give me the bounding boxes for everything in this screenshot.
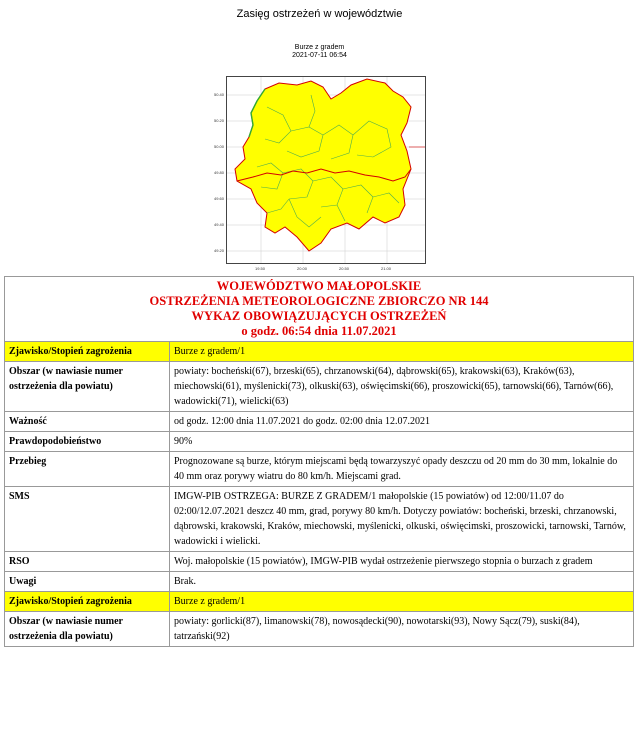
row-label: Zjawisko/Stopień zagrożenia	[5, 342, 170, 362]
table-row	[5, 572, 634, 592]
map-title: Burze z gradem	[294, 44, 345, 51]
y-tick-label: 49.40	[214, 222, 225, 227]
header-bulletin: OSTRZEŻENIA METEOROLOGICZNE ZBIORCZO NR 144	[149, 294, 489, 308]
row-value: 90%	[170, 432, 634, 452]
header-list-title: WYKAZ OBOWIĄZUJĄCYCH OSTRZEŻEŃ	[191, 309, 447, 323]
row-label: SMS	[5, 487, 170, 552]
x-tick-label: 21.00	[381, 266, 392, 271]
table-row	[5, 362, 634, 412]
map-svg	[227, 77, 425, 263]
header-time: o godz. 06:54 dnia 11.07.2021	[241, 324, 397, 338]
header-region: WOJEWÓDZTWO MAŁOPOLSKIE	[216, 279, 422, 293]
x-tick-label: 19.50	[255, 266, 266, 271]
table-row	[5, 342, 634, 362]
page-title: Zasięg ostrzeżeń w województwie	[236, 8, 403, 20]
row-label: Prawdopodobieństwo	[5, 432, 170, 452]
row-value: Brak.	[170, 572, 634, 592]
row-label: Obszar (w nawiasie numer ostrzeżenia dla powiatu)	[5, 362, 170, 412]
row-label: Ważność	[5, 412, 170, 432]
row-label: Zjawisko/Stopień zagrożenia	[5, 592, 170, 612]
table-row	[5, 552, 634, 572]
x-tick-label: 20.00	[297, 266, 308, 271]
map-datetime: 2021-07-11 06:54	[292, 52, 347, 59]
table-row	[5, 452, 634, 487]
row-value: Woj. małopolskie (15 powiatów), IMGW-PIB wydał ostrzeżenie pierwszego stopnia o burzach z gradem	[170, 552, 634, 572]
y-tick-label: 50.20	[214, 118, 225, 123]
table-row	[5, 592, 634, 612]
y-tick-label: 49.60	[214, 196, 225, 201]
warning-map	[226, 76, 426, 264]
row-label: Obszar (w nawiasie numer ostrzeżenia dla powiatu)	[5, 612, 170, 647]
y-tick-label: 49.80	[214, 170, 225, 175]
x-tick-label: 20.50	[339, 266, 350, 271]
row-value: Burze z gradem/1	[170, 342, 634, 362]
row-value: od godz. 12:00 dnia 11.07.2021 do godz. 02:00 dnia 12.07.2021	[170, 412, 634, 432]
warnings-table	[4, 276, 634, 647]
row-value: powiaty: gorlicki(87), limanowski(78), nowosądecki(90), nowotarski(93), Nowy Sącz(79), suski(84), tatrzański(92)	[170, 612, 634, 647]
row-label: Przebieg	[5, 452, 170, 487]
table-row	[5, 487, 634, 552]
map-caption	[0, 44, 639, 60]
row-value: powiaty: bocheński(67), brzeski(65), chrzanowski(64), dąbrowski(65), krakowski(63), Kraków(63), miechowski(61), myślenicki(73), olkuski(63), oświęcimski(66), proszowicki(65), tarnowski(66), Tarnów(66), wadowicki(71), wielicki(63)	[170, 362, 634, 412]
row-value: IMGW-PIB OSTRZEGA: BURZE Z GRADEM/1 małopolskie (15 powiatów) od 12:00/11.07 do 02:00/12.07.2021 deszcz 40 mm, grad, porywy 80 km/h. Dotyczy powiatów: bocheński, brzeski, chrzanowski, dąbrowski, krakowski, Kraków, miechowski, myślenicki, olkuski, oświęcimski, proszowicki, tarnowski, Tarnów, wadowicki i wielicki.	[170, 487, 634, 552]
row-label: RSO	[5, 552, 170, 572]
row-value: Prognozowane są burze, którym miejscami będą towarzyszyć opady deszczu od 20 mm do 30 mm, lokalnie do 40 mm oraz porywy wiatru do 80 km/h. Miejscami grad.	[170, 452, 634, 487]
y-tick-label: 50.00	[214, 144, 225, 149]
y-tick-label: 49.20	[214, 248, 225, 253]
warnings-header	[5, 277, 634, 342]
table-row	[5, 412, 634, 432]
table-row	[5, 612, 634, 647]
row-label: Uwagi	[5, 572, 170, 592]
row-value: Burze z gradem/1	[170, 592, 634, 612]
y-tick-label: 50.40	[214, 92, 225, 97]
table-row	[5, 432, 634, 452]
